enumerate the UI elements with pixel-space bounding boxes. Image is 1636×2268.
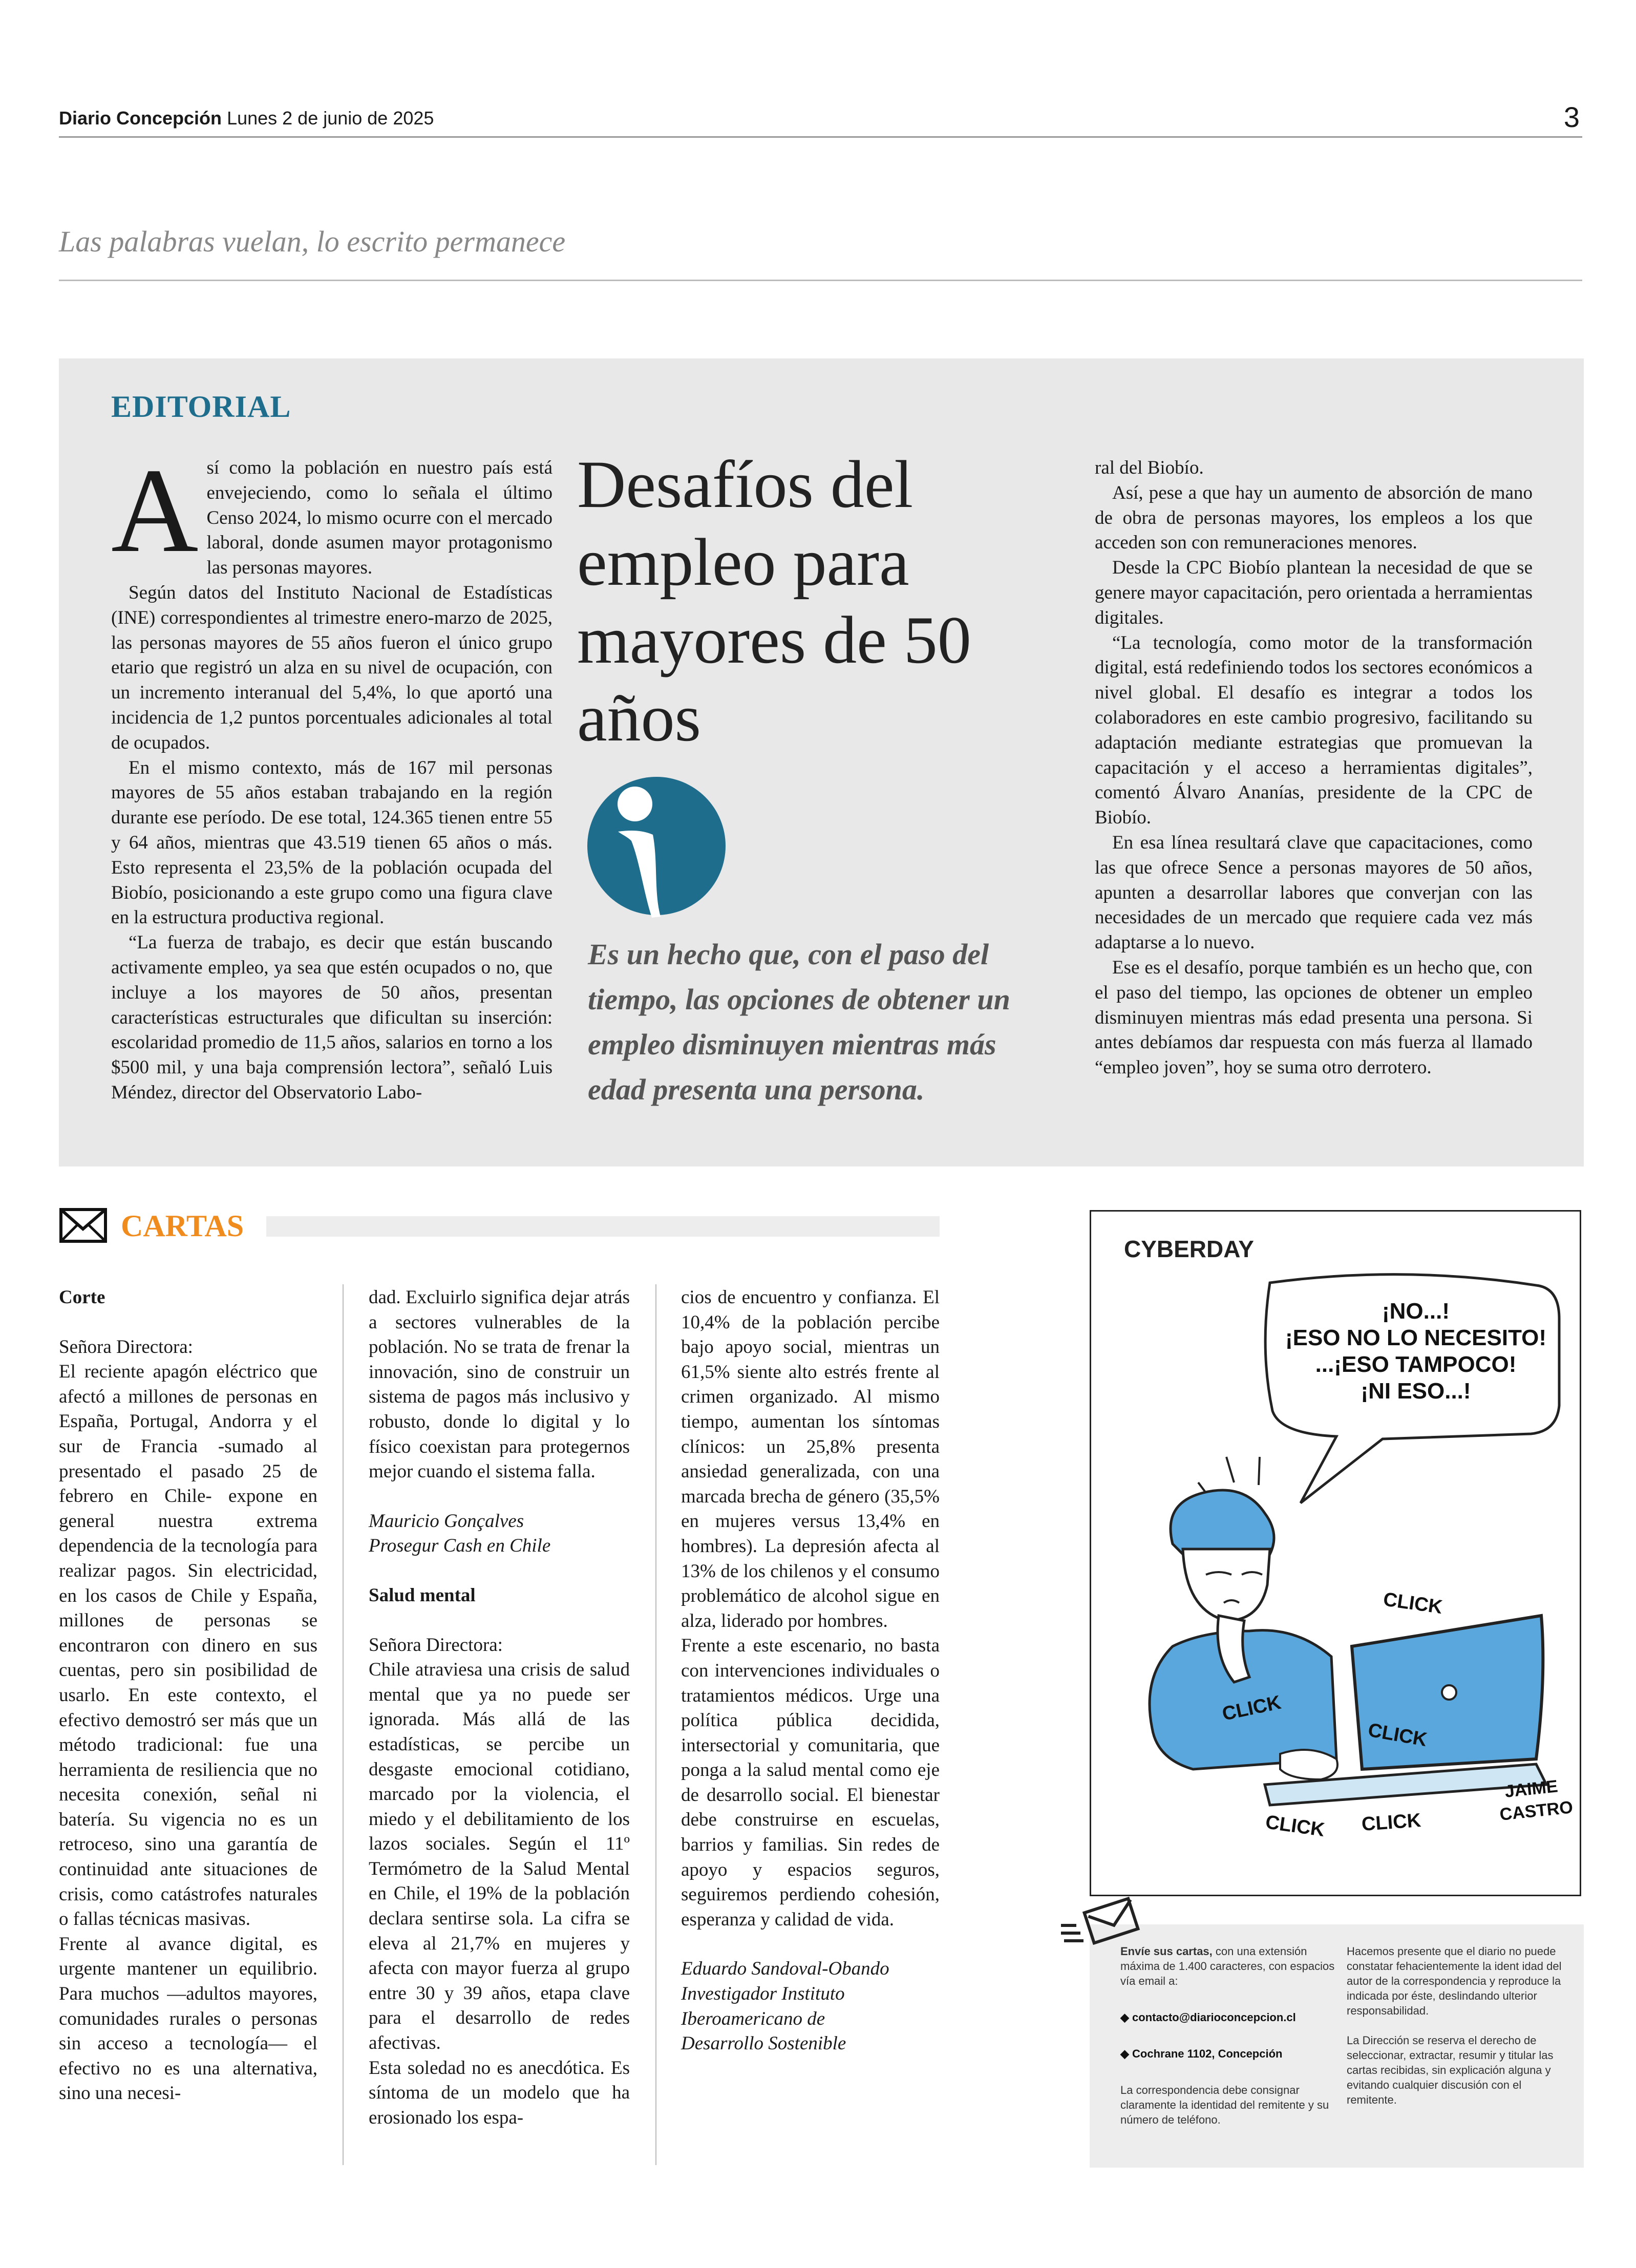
issue-date: Lunes 2 de junio de 2025 bbox=[227, 108, 434, 129]
sfx-click: CLICK bbox=[1361, 1809, 1422, 1835]
bubble-line: ¡ESO NO LO NECESITO! bbox=[1285, 1325, 1547, 1350]
cartas-label: CARTAS bbox=[121, 1209, 244, 1243]
cartas-bar bbox=[266, 1216, 940, 1237]
info-note: La correspondencia debe consignar claramente la identidad del remitente y su número de teléfono. bbox=[1120, 2084, 1329, 2126]
editorial-paragraph: Ese es el desafío, porque también es un hecho que, con el paso del tiempo, las opciones de obtener un empleo disminuyen mientras más edad presenta una persona. Si antes debíamos dar respuesta con más fuerza al llamado “empleo joven”, hoy se suma otro derrotero. bbox=[1095, 957, 1533, 1078]
letter-salutation: Señora Directora: bbox=[59, 1336, 193, 1358]
letter-paragraph: Esta soledad no es anecdótica. Es síntoma de un modelo que ha erosionado los espa- bbox=[369, 2057, 630, 2128]
section-motto: Las palabras vuelan, lo escrito permanece bbox=[59, 225, 566, 258]
sfx-click: CLICK bbox=[1264, 1811, 1326, 1841]
envelope-icon bbox=[59, 1207, 108, 1243]
letter-affiliation: Desarrollo Sostenible bbox=[681, 2033, 846, 2054]
sfx-click: CLICK bbox=[1220, 1691, 1283, 1725]
drop-cap: A bbox=[111, 444, 199, 578]
letter-author: Mauricio Gonçalves bbox=[369, 1510, 524, 1532]
paper-name: Diario Concepción bbox=[59, 108, 222, 129]
editorial-column-3 bbox=[1095, 456, 1533, 1080]
send-lead: Envíe sus cartas, bbox=[1120, 1945, 1213, 1958]
letters-column-2 bbox=[369, 1285, 630, 2130]
diamond-bullet-icon: ◆ bbox=[1120, 2011, 1133, 2024]
address-row bbox=[1120, 2046, 1335, 2061]
envelope-send-icon bbox=[1060, 1890, 1142, 1951]
page-header-left bbox=[59, 108, 434, 129]
cartoon-title: CYBERDAY bbox=[1124, 1236, 1254, 1262]
editorial-paragraph: Así, pese a que hay un aumento de absorción de mano de obra de personas mayores, los empleos a los que acceden son con remuneraciones menores. bbox=[1095, 482, 1533, 554]
letter-paragraph: Chile atraviesa una crisis de salud mental que ya no puede ser ignorada. Más allá de las estadísticas, se percibe un desgaste emocional cotidiano, marcado por la violencia, el miedo y el debilitamiento de los lazos sociales. Según el 11º Termómetro de la Salud Mental en Chile, el 19% de la población declara sentirse sola. La cifra se eleva al 21,7% en mujeres y afecta con mayor fuerza al grupo entre 30 y 39 años, etapa clave para el desarrollo de redes afectivas. bbox=[369, 1659, 630, 2054]
info-note: La Dirección se reserva el derecho de seleccionar, extractar, resumir y titular las cartas recibidas, sin explicación alguna y evitando cualquier discusión con el remitente. bbox=[1347, 2034, 1554, 2106]
editorial-label: EDITORIAL bbox=[111, 390, 291, 423]
letter-heading: Salud mental bbox=[369, 1584, 476, 1606]
editorial-paragraph: Según datos del Instituto Nacional de Estadísticas (INE) correspondientes al trimestre enero-marzo de 2025, las personas mayores de 55 años fueron el único grupo etario que registró un alza en su nivel de ocupación, con un incremento interanual del 5,4%, lo que aportó una incidencia de 1,2 puntos porcentuales adicionales al total de ocupados. bbox=[111, 582, 553, 753]
sfx-click: CLICK bbox=[1382, 1588, 1444, 1619]
letter-affiliation: Iberoamericano de bbox=[681, 2008, 825, 2029]
bubble-line: ...¡ESO TAMPOCO! bbox=[1315, 1352, 1517, 1377]
editorial-paragraph: En esa línea resultará clave que capacitaciones, como las que ofrece Sence a personas mayores de 50 años, apunten a desarrollar labores que converjan con las necesidades de un mercado que requiere cada vez más adaptarse a lo nuevo. bbox=[1095, 832, 1533, 953]
postal-address: Cochrane 1102, Concepción bbox=[1132, 2047, 1283, 2060]
pull-quote: Es un hecho que, con el paso del tiempo, las opciones de obtener un empleo disminuyen mientras más edad presenta una persona. bbox=[588, 938, 1010, 1106]
letter-affiliation: Investigador Instituto bbox=[681, 1983, 845, 2005]
editorial-paragraph: “La tecnología, como motor de la transformación digital, está redefiniendo todos los sectores económicos a nivel global. El desafío es integrar a todos los colaboradores en este cambio progresivo, facilitando su adaptación mediante estrategias que promuevan la capacitación y el acceso a herramientas digitales”, comentó Álvaro Ananías, presidente de la CPC de Biobío. bbox=[1095, 632, 1533, 829]
letters-column-3 bbox=[681, 1285, 940, 2057]
editorial-headline: Desafíos del empleo para mayores de 50 años bbox=[577, 447, 971, 755]
editorial-paragraph: ral del Biobío. bbox=[1095, 457, 1204, 478]
letter-paragraph: Frente al avance digital, es urgente mantener un equilibrio. Para muchos —adultos mayores, comunidades rurales o personas sin acceso a tecnología— el efectivo no es una alternativa, sino una necesi- bbox=[59, 1933, 317, 2104]
letters-column-1 bbox=[59, 1285, 317, 2106]
bubble-line: ¡NI ESO...! bbox=[1361, 1379, 1471, 1404]
letter-heading: Corte bbox=[59, 1287, 105, 1308]
cartoon-illustration bbox=[1096, 1216, 1575, 1890]
motto-rule bbox=[59, 280, 1582, 281]
letter-paragraph: El reciente apagón eléctrico que afectó a millones de personas en España, Portugal, Andorra y el sur de Francia -sumado al presentado el pasado 25 de febrero en Chile- expone en general nuestra extrema dependencia de la tecnología para realizar pagos. Sin electricidad, en los casos de Chile y España, millones de personas se encontraron con dinero en sus cuentas, pero sin posibilidad de usarlo. En este contexto, el efectivo demostró ser más que un método tradicional: fue una herramienta de resiliencia que no necesita conexión, señal ni batería. Su vigencia no es un retroceso, sino una garantía de continuidad ante situaciones de crisis, como catástrofes naturales o fallas técnicas masivas. bbox=[59, 1361, 317, 1930]
letter-paragraph: cios de encuentro y confianza. El 10,4% de la población percibe bajo apoyo social, mientras un 61,5% siente alto estrés frente al crimen organizado. Al mismo tiempo, aumentan los síntomas clínicos: un 25,8% presenta ansiedad generalizada, con una marcada brecha de género (35,5% en mujeres versus 13,4% en hombres). La depresión afecta al 13% de los chilenos y el consumo problemático de alcohol sigue en alza, liderado por hombres. bbox=[681, 1287, 940, 1631]
info-left-column bbox=[1120, 1944, 1335, 2127]
letter-paragraph: dad. Excluirlo significa dejar atrás a sectores vulnerables de la población. No se trata de frenar la innovación, sino de construir un sistema de pagos más inclusivo y robusto, donde lo digital y lo físico coexistan para protegernos mejor cuando el sistema falla. bbox=[369, 1287, 630, 1482]
editorial-paragraph: Así como la población en nuestro país está envejeciendo, como lo señala el último Censo 2024, lo mismo ocurre con el mercado laboral, donde asumen mayor protagonismo las personas mayores. bbox=[111, 444, 553, 579]
editorial-paragraph: En el mismo contexto, más de 167 mil personas mayores de 55 años estaban trabajando en la región durante ese período. De ese total, 124.365 tienen entre 55 y 64 años, mientras que 43.519 tienen 65 años o más. Esto representa el 23,5% de la población ocupada del Biobío, posicionando a este grupo como una figura clave en la estructura productiva regional. bbox=[111, 757, 553, 928]
letter-paragraph: Frente a este escenario, no basta con intervenciones individuales o tratamientos médicos. Urge una política pública decidida, intersectorial y comunitaria, que ponga a la salud mental como eje de desarrollo social. El bienestar debe construirse en escuelas, barrios y familias. Sin redes de apoyo y espacios seguros, seguiremos perdiendo cohesión, esperanza y calidad de vida. bbox=[681, 1635, 940, 1930]
letter-affiliation: Prosegur Cash en Chile bbox=[369, 1535, 551, 1557]
letter-author: Eduardo Sandoval-Obando bbox=[681, 1958, 889, 1980]
info-right-column bbox=[1347, 1944, 1562, 2107]
bubble-line: ¡NO...! bbox=[1382, 1299, 1450, 1324]
column-rule bbox=[655, 1284, 656, 2165]
email-row[interactable] bbox=[1120, 2010, 1335, 2025]
editorial-column-1 bbox=[111, 444, 553, 1106]
editorial-paragraph: “La fuerza de trabajo, es decir que están buscando activamente empleo, ya sea que estén ocupados o no, que incluye a los mayores de 50 años, presentan características estructurales que dificultan su inserción: escolaridad promedio de 11,5 años, salarios en torno a los $500 mil, y una baja comprensión lectora”, señaló Luis Méndez, director del Observatorio Labo- bbox=[111, 932, 553, 1103]
letter-salutation: Señora Directora: bbox=[369, 1634, 503, 1656]
email-address[interactable]: contacto@diarioconcepcion.cl bbox=[1132, 2011, 1296, 2024]
page-number: 3 bbox=[1563, 101, 1580, 133]
editorial-paragraph: Desde la CPC Biobío plantean la necesidad de que se genere mayor capacitación, pero orientada a herramientas digitales. bbox=[1095, 557, 1533, 628]
send-text: con una extensión máxima de 1.400 caracteres, con espacios vía email a: bbox=[1120, 1945, 1335, 1987]
sfx-click: CLICK bbox=[1366, 1719, 1429, 1751]
info-note: Hacemos presente que el diario no puede constatar fehacientemente la ident idad del autor de la correspondencia y reproduce la indicada por éste, deslindando ulterior responsabilidad. bbox=[1347, 1945, 1562, 2017]
info-icon bbox=[586, 774, 727, 918]
column-rule bbox=[343, 1284, 344, 2165]
header-rule bbox=[59, 136, 1582, 138]
cartoonist-signature: JAIME bbox=[1503, 1776, 1559, 1801]
cartoonist-signature: CASTRO bbox=[1498, 1797, 1574, 1825]
diamond-bullet-icon: ◆ bbox=[1120, 2047, 1133, 2060]
